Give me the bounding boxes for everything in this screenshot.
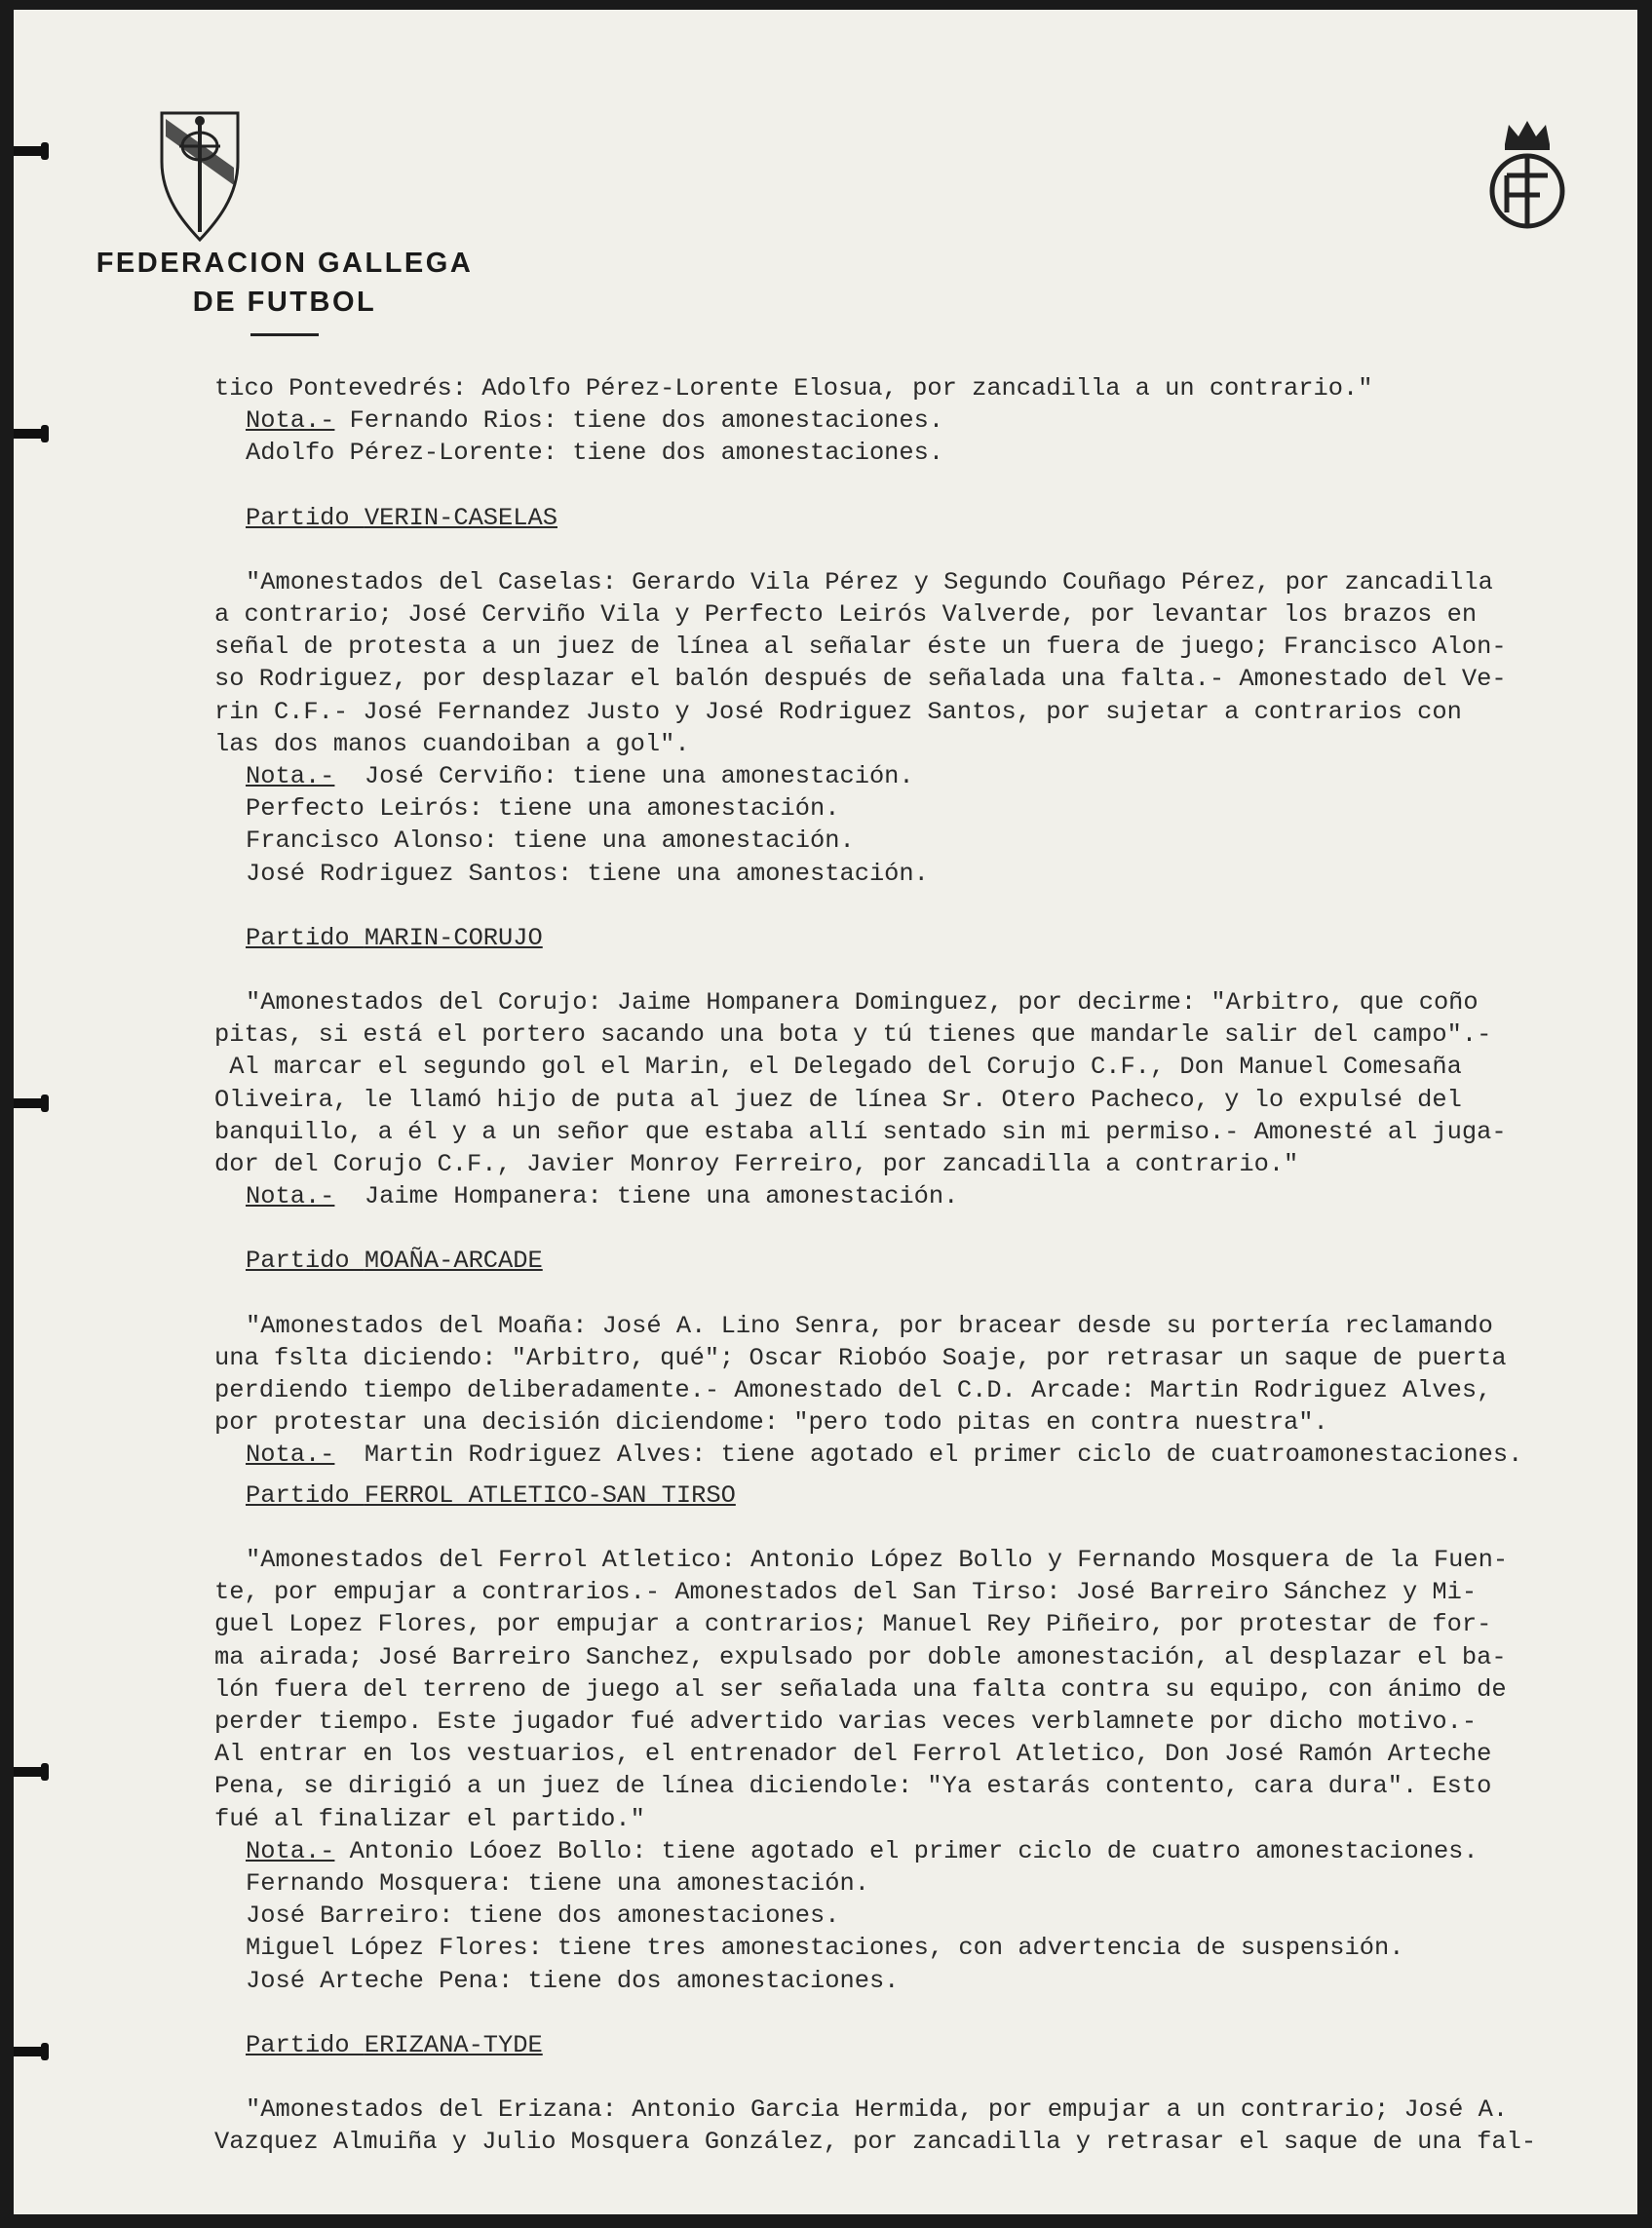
paragraph-line: lón fuera del terreno de juego al ser señalada una falta contra su equipo, con ánimo de — [214, 1674, 1507, 1704]
nota-label: Nota.- — [246, 1836, 335, 1865]
match-heading — [214, 502, 1633, 534]
note-line — [214, 404, 1633, 437]
nota-label: Nota.- — [246, 1182, 335, 1211]
paragraph-line: banquillo, a él y a un señor que estaba allí sentado sin mi permiso.- Amonesté al juga- — [214, 1117, 1507, 1146]
nota-label: Nota.- — [246, 406, 335, 436]
match-heading-prefix: Partido — [246, 1247, 365, 1276]
paragraph-line: una fslta diciendo: "Arbitro, qué"; Oscar Riobóo Soaje, por retrasar un saque de puerta — [214, 1343, 1507, 1372]
match-name: VERIN-CASELAS — [364, 503, 557, 532]
paragraph-line: Vazquez Almuiña y Julio Mosquera González, por zancadilla y retrasar el saque de una fal- — [214, 2128, 1537, 2157]
paragraph-line: Oliveira, le llamó hijo de puta al juez de línea Sr. Otero Pacheco, y lo expulsé del — [214, 1085, 1462, 1114]
note-text: Antonio Lóoez Bollo: tiene agotado el primer ciclo de cuatro amonestaciones. — [334, 1836, 1479, 1865]
letterhead — [80, 107, 489, 336]
paragraph-line: te, por empujar a contrarios.- Amonestados del San Tirso: José Barreiro Sánchez y Mi- — [214, 1578, 1478, 1607]
org-name-line2: DE FUTBOL — [192, 287, 377, 318]
binder-punch-hole — [14, 1098, 47, 1108]
note-text: Fernando Rios: tiene dos amonestaciones. — [334, 406, 944, 436]
match-name: MARIN-CORUJO — [364, 923, 543, 952]
paragraph-line: ma airada; José Barreiro Sanchez, expulsado por doble amonestación, al desplazar el ba- — [214, 1642, 1507, 1671]
note-line: Fernando Mosquera: tiene una amonestación. — [246, 1868, 869, 1898]
paragraph-line: a contrario; José Cerviño Vila y Perfecto Leirós Valverde, por levantar los brazos en — [214, 600, 1478, 630]
paragraph-line: perder tiempo. Este jugador fué advertido varias veces verblamnete por dicho motivo.- — [214, 1707, 1478, 1736]
match-heading — [214, 922, 1633, 954]
federacion-gallega-shield-icon — [156, 107, 244, 244]
intro-block — [214, 372, 1633, 470]
letterhead-rule — [250, 333, 319, 336]
paragraph-line: Pena, se dirigió a un juez de línea diciendole: "Ya estarás contento, cara dura". Esto — [214, 1772, 1492, 1801]
binder-punch-hole — [14, 146, 47, 156]
note-line: José Barreiro: tiene dos amonestaciones. — [246, 1901, 840, 1931]
paragraph-line: "Amonestados del Caselas: Gerardo Vila Pérez y Segundo Couñago Pérez, por zancadilla — [246, 567, 1493, 596]
paragraph-line: "Amonestados del Ferrol Atletico: Antonio López Bollo y Fernando Mosquera de la Fuen- — [246, 1545, 1509, 1574]
binder-punch-hole — [14, 429, 47, 439]
rfef-crowned-crest-icon — [1485, 115, 1569, 232]
note-line — [214, 1180, 1633, 1212]
match-section — [214, 1479, 1633, 1997]
paragraph-line: tico Pontevedrés: Adolfo Pérez-Lorente Elosua, por zancadilla a un contrario." — [214, 374, 1373, 403]
paragraph-line: Al marcar el segundo gol el Marin, el Delegado del Corujo C.F., Don Manuel Comesaña — [214, 1053, 1462, 1082]
match-heading-prefix: Partido — [246, 503, 365, 532]
match-heading — [214, 1479, 1633, 1512]
paragraph-line: "Amonestados del Moaña: José A. Lino Senra, por bracear desde su portería reclamando — [246, 1311, 1493, 1340]
match-section — [214, 1245, 1633, 1471]
match-section — [214, 2029, 1633, 2159]
paragraph-line: "Amonestados del Erizana: Antonio Garcia Hermida, por empujar a un contrario; José A. — [246, 2094, 1509, 2124]
paragraph-line: por protestar una decisión diciendome: "pero todo pitas en contra nuestra". — [214, 1408, 1328, 1438]
nota-label: Nota.- — [246, 762, 335, 791]
paragraph-line: "Amonestados del Corujo: Jaime Hompanera Dominguez, por decirme: "Arbitro, que coño — [246, 988, 1479, 1018]
paragraph-line: pitas, si está el portero sacando una bota y tú tienes que mandarle salir del campo".- — [214, 1020, 1492, 1050]
match-heading — [214, 2029, 1633, 2061]
match-name: ERIZANA-TYDE — [364, 2030, 543, 2059]
note-line: José Arteche Pena: tiene dos amonestaciones. — [246, 1966, 900, 1995]
paragraph-line: perdiendo tiempo deliberadamente.- Amonestado del C.D. Arcade: Martin Rodriguez Alves, — [214, 1376, 1492, 1405]
note-line — [214, 760, 1633, 792]
nota-label: Nota.- — [246, 1441, 335, 1470]
note-line: Miguel López Flores: tiene tres amonestaciones, con advertencia de suspensión. — [246, 1934, 1404, 1963]
paragraph-line: guel Lopez Flores, por empujar a contrarios; Manuel Rey Piñeiro, por protestar de for- — [214, 1610, 1492, 1639]
minutes-body — [214, 372, 1633, 2158]
note-text: José Cerviño: tiene una amonestación. — [334, 762, 914, 791]
note-line — [214, 1439, 1633, 1471]
match-section — [214, 922, 1633, 1213]
note-line: Francisco Alonso: tiene una amonestación. — [246, 826, 855, 856]
paragraph-line: Al entrar en los vestuarios, el entrenador del Ferrol Atletico, Don José Ramón Arteche — [214, 1740, 1492, 1769]
note-line: José Rodriguez Santos: tiene una amonestación. — [246, 859, 929, 888]
note-text: Martin Rodriguez Alves: tiene agotado el primer ciclo de cuatroamonestaciones. — [334, 1441, 1523, 1470]
paragraph-line: so Rodriguez, por desplazar el balón después de señalada una falta.- Amonestado del Ve- — [214, 665, 1507, 694]
match-section — [214, 502, 1633, 890]
match-heading-prefix: Partido — [246, 923, 365, 952]
match-heading-prefix: Partido — [246, 2030, 365, 2059]
match-name: FERROL ATLETICO-SAN TIRSO — [364, 1480, 736, 1510]
binder-punch-hole — [14, 1767, 47, 1777]
paragraph-line: dor del Corujo C.F., Javier Monroy Ferreiro, por zancadilla a contrario." — [214, 1150, 1299, 1179]
paragraph-line: señal de protesta a un juez de línea al señalar éste un fuera de juego; Francisco Alon- — [214, 633, 1507, 662]
match-heading-prefix: Partido — [246, 1480, 365, 1510]
match-name: MOAÑA-ARCADE — [364, 1247, 543, 1276]
note-line — [214, 1835, 1633, 1867]
note-text: Jaime Hompanera: tiene una amonestación. — [334, 1182, 959, 1211]
binder-punch-hole — [14, 2047, 47, 2056]
note-line: Adolfo Pérez-Lorente: tiene dos amonestaciones. — [246, 439, 944, 468]
paragraph-line: fué al finalizar el partido." — [214, 1804, 645, 1833]
paragraph-line: las dos manos cuandoiban a gol". — [214, 729, 690, 758]
org-name-line1: FEDERACION GALLEGA — [96, 248, 474, 279]
match-heading — [214, 1245, 1633, 1277]
paragraph-line: rin C.F.- José Fernandez Justo y José Rodriguez Santos, por sujetar a contrarios con — [214, 697, 1462, 726]
note-line: Perfecto Leirós: tiene una amonestación. — [246, 794, 840, 824]
